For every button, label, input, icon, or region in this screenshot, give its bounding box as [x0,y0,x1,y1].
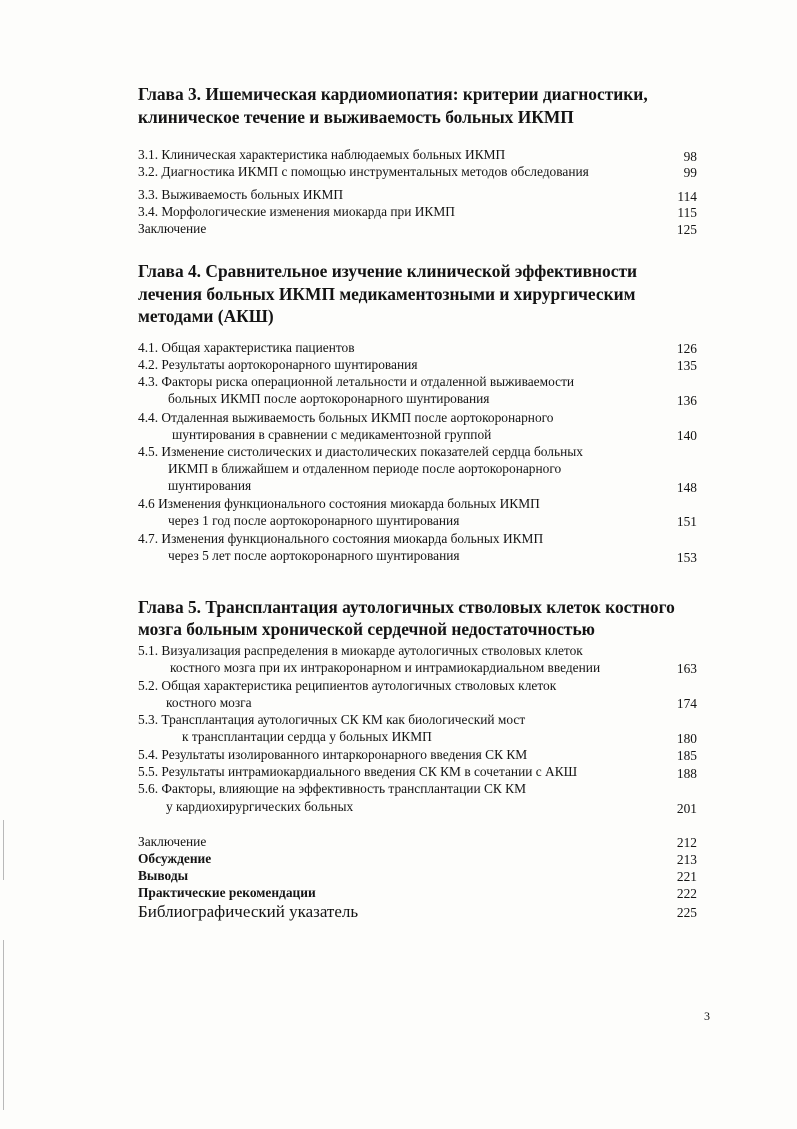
toc-page-3-4: 115 [677,205,697,220]
toc-entry-4-7-line-2: через 5 лет после аортокоронарного шунтирования [168,548,460,563]
scan-edge-line [3,820,4,880]
chapter-5-title-line-1: Глава 5. Трансплантация аутологичных стволовых клеток костного [138,597,675,617]
toc-page-findings: 221 [676,869,697,884]
toc-entry-4-6-line-1: 4.6 Изменения функционального состояния миокарда больных ИКМП [138,496,540,511]
toc-page-4-3: 136 [676,393,697,408]
toc-entry-recommendations: Практические рекомендации [138,885,316,900]
toc-page-4-6: 151 [676,514,697,529]
toc-entry-3-3: 3.3. Выживаемость больных ИКМП [138,187,344,202]
toc-page-bibliography: 225 [676,905,697,920]
scan-edge-line [3,940,4,1110]
toc-entry-4-3-line-1: 4.3. Факторы риска операционной летальности и отдаленной выживаемости [138,374,575,389]
chapter-3-title-line-1: Глава 3. Ишемическая кардиомиопатия: критерии диагностики, [138,84,648,104]
toc-entry-4-2: 4.2. Результаты аортокоронарного шунтирования [138,357,418,372]
chapter-4-title-line-1: Глава 4. Сравнительное изучение клинической эффективности [138,261,638,281]
toc-entry-3-4: 3.4. Морфологические изменения миокарда при ИКМП [138,204,455,219]
chapter-5-title-line-2: мозга больным хронической сердечной недостаточностью [138,619,595,639]
toc-entry-5-3-line-1: 5.3. Трансплантация аутологичных СК КМ как биологический мост [138,712,526,727]
toc-page-5-5: 188 [676,766,697,781]
toc-entry-4-5-line-3: шунтирования [168,478,252,493]
toc-page-4-5: 148 [676,480,697,495]
toc-page-recommendations: 222 [676,886,697,901]
toc-page-4-1: 126 [676,341,697,356]
toc-entry-3-2: 3.2. Диагностика ИКМП с помощью инструментальных методов обследования [138,164,589,179]
toc-page-5-6: 201 [676,801,697,816]
toc-entry-4-6-line-2: через 1 год после аортокоронарного шунтирования [168,513,460,528]
toc-entry-4-4-line-2: шунтирования в сравнении с медикаментозной группой [172,427,492,442]
toc-entry-5-5: 5.5. Результаты интрамиокардиального введения СК КМ в сочетании с АКШ [138,764,578,779]
toc-entry-bibliography: Библиографический указатель [138,902,359,921]
toc-entry-4-3-line-2: больных ИКМП после аортокоронарного шунтирования [168,391,490,406]
toc-entry-5-2-line-1: 5.2. Общая характеристика реципиентов аутологичных стволовых клеток [138,678,557,693]
toc-entry-4-4-line-1: 4.4. Отдаленная выживаемость больных ИКМП после аортокоронарного [138,410,554,425]
toc-entry-5-6-line-2: у кардиохирургических больных [166,799,354,814]
toc-page-4-7: 153 [676,550,697,565]
toc-page-conclusion-3: 125 [676,222,697,237]
toc-entry-4-5-line-2: ИКМП в ближайшем и отдаленном периоде после аортокоронарного [168,461,562,476]
toc-entry-4-7-line-1: 4.7. Изменения функционального состояния миокарда больных ИКМП [138,531,544,546]
toc-page-5-3: 180 [676,731,697,746]
toc-page-discussion: 213 [676,852,697,867]
chapter-3-title-line-2: клиническое течение и выживаемость больных ИКМП [138,107,574,127]
toc-page-3-1: 98 [683,149,697,164]
toc-entry-findings: Выводы [138,868,189,883]
toc-entry-5-1-line-1: 5.1. Визуализация распределения в миокарде аутологичных стволовых клеток [138,643,583,658]
toc-entry-5-1-line-2: костного мозга при их интракоронарном и интрамиокардиальном введении [170,660,601,675]
toc-page-5-1: 163 [676,661,697,676]
page-number: 3 [704,1009,710,1023]
toc-entry-discussion: Обсуждение [138,851,212,866]
toc-entry-4-5-line-1: 4.5. Изменение систолических и диастолических показателей сердца больных [138,444,583,459]
toc-page-3-3: 114 [677,189,697,204]
toc-entry-5-4: 5.4. Результаты изолированного интаркоронарного введения СК КМ [138,747,528,762]
toc-entry-conclusion: Заключение [138,834,207,849]
toc-page-3-2: 99 [683,165,697,180]
toc-entry-5-3-line-2: к трансплантации сердца у больных ИКМП [182,729,432,744]
toc-entry-4-1: 4.1. Общая характеристика пациентов [138,340,355,355]
toc-page-conclusion: 212 [676,835,697,850]
chapter-4-title-line-3: методами (АКШ) [138,306,274,326]
toc-entry-3-1: 3.1. Клиническая характеристика наблюдаемых больных ИКМП [138,147,506,162]
toc-page-5-4: 185 [676,748,697,763]
chapter-4-title-line-2: лечения больных ИКМП медикаментозными и хирургическим [138,284,636,304]
toc-page-5-2: 174 [676,696,697,711]
toc-entry-conclusion-3: Заключение [138,221,207,236]
toc-page-4-2: 135 [676,358,697,373]
toc-entry-5-6-line-1: 5.6. Факторы, влияющие на эффективность трансплантации СК КМ [138,781,527,796]
toc-entry-5-2-line-2: костного мозга [166,695,252,710]
toc-page-4-4: 140 [676,428,697,443]
